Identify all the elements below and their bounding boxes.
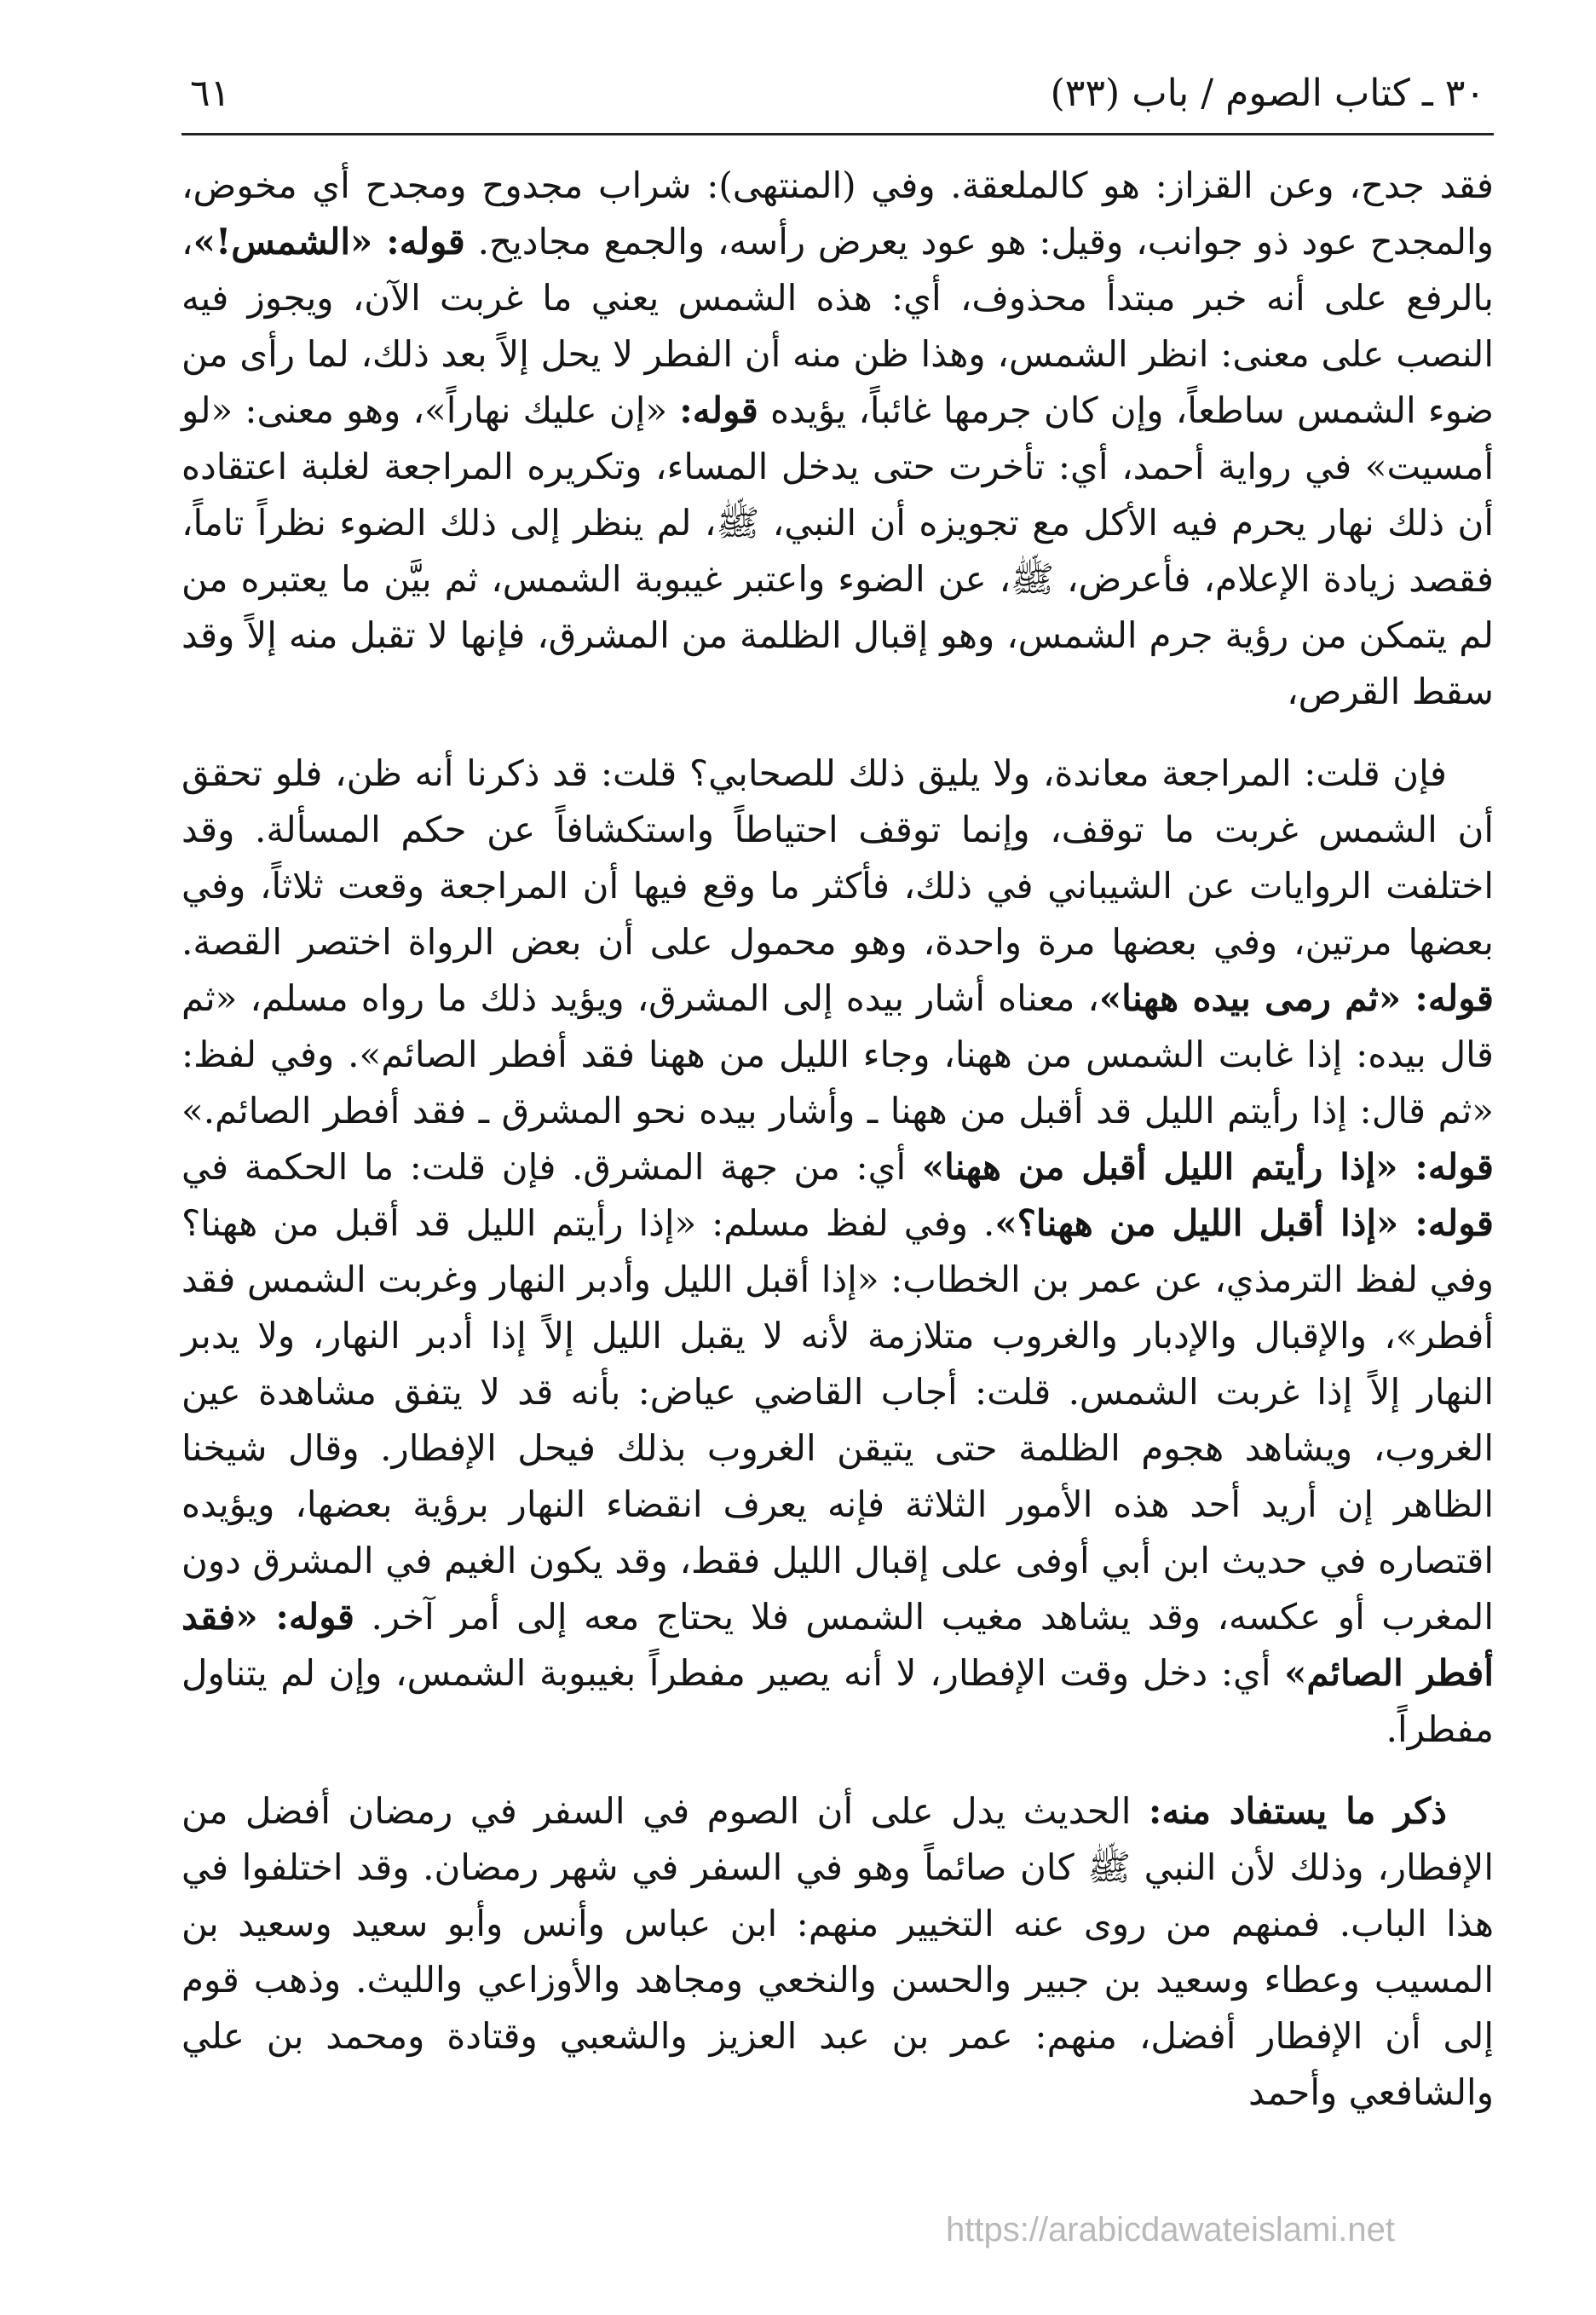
text-run: ، بالرفع على أنه خبر مبتدأ محذوف، أي: هذه الشمس يعني ما غربت الآن، ويجوز فيه النصب على معنى: انظر الشمس، وهذا ظن منه أن الفطر لا يحل إلاً بعد ذلك، لما رأى من ضوء الشمس ساطعاً، وإن كان جرمها غائباً، يؤيده [181,221,1494,431]
paragraph-2 [181,746,1494,1758]
text-run: أي: من جهة المشرق. فإن قلت: ما الحكمة في [181,1146,922,1188]
text-run: الحديث يدل على أن الصوم في السفر في رمضان أفضل من الإفطار، وذلك لأن النبي ﷺ كان صائماً وهو في السفر في شهر رمضان. وقد اختلفوا في هذا الباب. فمنهم من روى عنه التخيير منهم: ابن عباس وأنس وأبو سعيد وسعيد بن المسيب وعطاء وسعيد بن جبير والحسن والنخعي ومجاهد والأوزاعي والليث. وذهب قوم إلى أن الإفطار أفضل، منهم: عمر بن عبد العزيز والشعبي وقتادة ومحمد بن علي والشافعي وأحمد [181,1790,1494,2113]
text-run: «إن عليك نهاراً»، وهو معنى: «لو أمسيت» في رواية أحمد، أي: تأخرت حتى يدخل المساء، وتكريره المراجعة لغلبة اعتقاده أن ذلك نهار يحرم فيه الأكل مع تجويزه أن النبي، ﷺ، لم ينظر إلى ذلك الضوء نظراً تاماً، فقصد زيادة الإعلام، فأعرض، ﷺ، عن الضوء واعتبر غيبوبة الشمس، ثم بيَّن ما يعتبره من لم يتمكن من رؤية جرم الشمس، وهو إقبال الظلمة من المشرق، فإنها لا تقبل منه إلاً وقد سقط القرص، [181,389,1494,712]
text-run: أي: دخل وقت الإفطار، لا أنه يصير مفطراً بغيبوبة الشمس، وإن لم يتناول مفطراً. [181,1652,1494,1750]
paragraph-3 [181,1783,1494,2121]
running-header [181,60,1494,128]
watermark-url: https://arabicdawateislami.net [946,2211,1395,2249]
text-run: . وفي لفظ مسلم: «إذا رأيتم الليل قد أقبل من ههنا؟ وفي لفظ الترمذي، عن عمر بن الخطاب: «إذا أقبل الليل وأدبر النهار وغربت الشمس فقد أفطر»، والإقبال والإدبار والغروب متلازمة لأنه لا يقبل الليل إلاً إذا أدبر النهار، ولا يدبر النهار إلاً إذا غربت الشمس. قلت: أجاب القاضي عياض: بأنه قد لا يتفق مشاهدة عين الغروب، ويشاهد هجوم الظلمة حتى يتيقن الغروب بذلك فيحل الإفطار. وقال شيخنا الظاهر إن أريد أحد هذه الأمور الثلاثة فإنه يعرف انقضاء النهار برؤية بعضها، ويؤيده اقتصاره في حديث ابن أبي أوفى على إقبال الليل فقط، وقد يكون الغيم في المشرق دون المغرب أو عكسه، وقد يشاهد مغيب الشمس فلا يحتاج معه إلى أمر آخر. [181,1202,1495,1638]
bold-phrase: قوله: «فقد أفطر الصائم» [181,1596,1494,1694]
bold-phrase: قوله: «إذا رأيتم الليل أقبل من ههنا» [921,1146,1494,1188]
bold-phrase: قوله: «ثم رمى بيده ههنا» [1098,977,1494,1019]
book-page [181,60,1494,2121]
page-number: ٦١ [190,72,231,115]
header-divider [181,133,1494,135]
bold-phrase: قوله: [679,389,758,431]
bold-phrase: قوله: «الشمس!» [193,221,465,262]
bold-phrase: ذكر ما يستفاد منه: [1148,1790,1447,1832]
bold-phrase: قوله: «إذا أقبل الليل من ههنا؟» [994,1202,1494,1244]
text-run: فإن قلت: المراجعة معاندة، ولا يليق ذلك للصحابي؟ قلت: قد ذكرنا أنه ظن، فلو تحقق أن الشمس غربت ما توقف، وإنما توقف احتياطاً واستكشافاً عن حكم المسألة. وقد اختلفت الروايات عن الشيباني في ذلك، فأكثر ما وقع فيها أن المراجعة وقعت ثلاثاً، وفي بعضها مرتين، وفي بعضها مرة واحدة، وهو محمول على أن بعض الرواة اختصر القصة. [181,752,1494,963]
paragraph-1 [181,158,1494,720]
text-run: ، معناه أشار بيده إلى المشرق، ويؤيد ذلك ما رواه مسلم، «ثم قال بيده: إذا غابت الشمس من ههنا، وجاء الليل من ههنا فقد أفطر الصائم». وفي لفظ: «ثم قال: إذا رأيتم الليل قد أقبل من ههنا ـ وأشار بيده نحو المشرق ـ فقد أفطر الصائم.» [181,977,1494,1132]
chapter-title: ٣٠ ـ كتاب الصوم / باب (٣٣) [1050,72,1485,115]
text-run: فقد جدح، وعن القزاز: هو كالملعقة. وفي (المنتهى): شراب مجدوح ومجدح أي مخوض، والمجدح عود ذو جوانب، وقيل: هو عود يعرض رأسه، والجمع مجاديح. [181,164,1494,262]
